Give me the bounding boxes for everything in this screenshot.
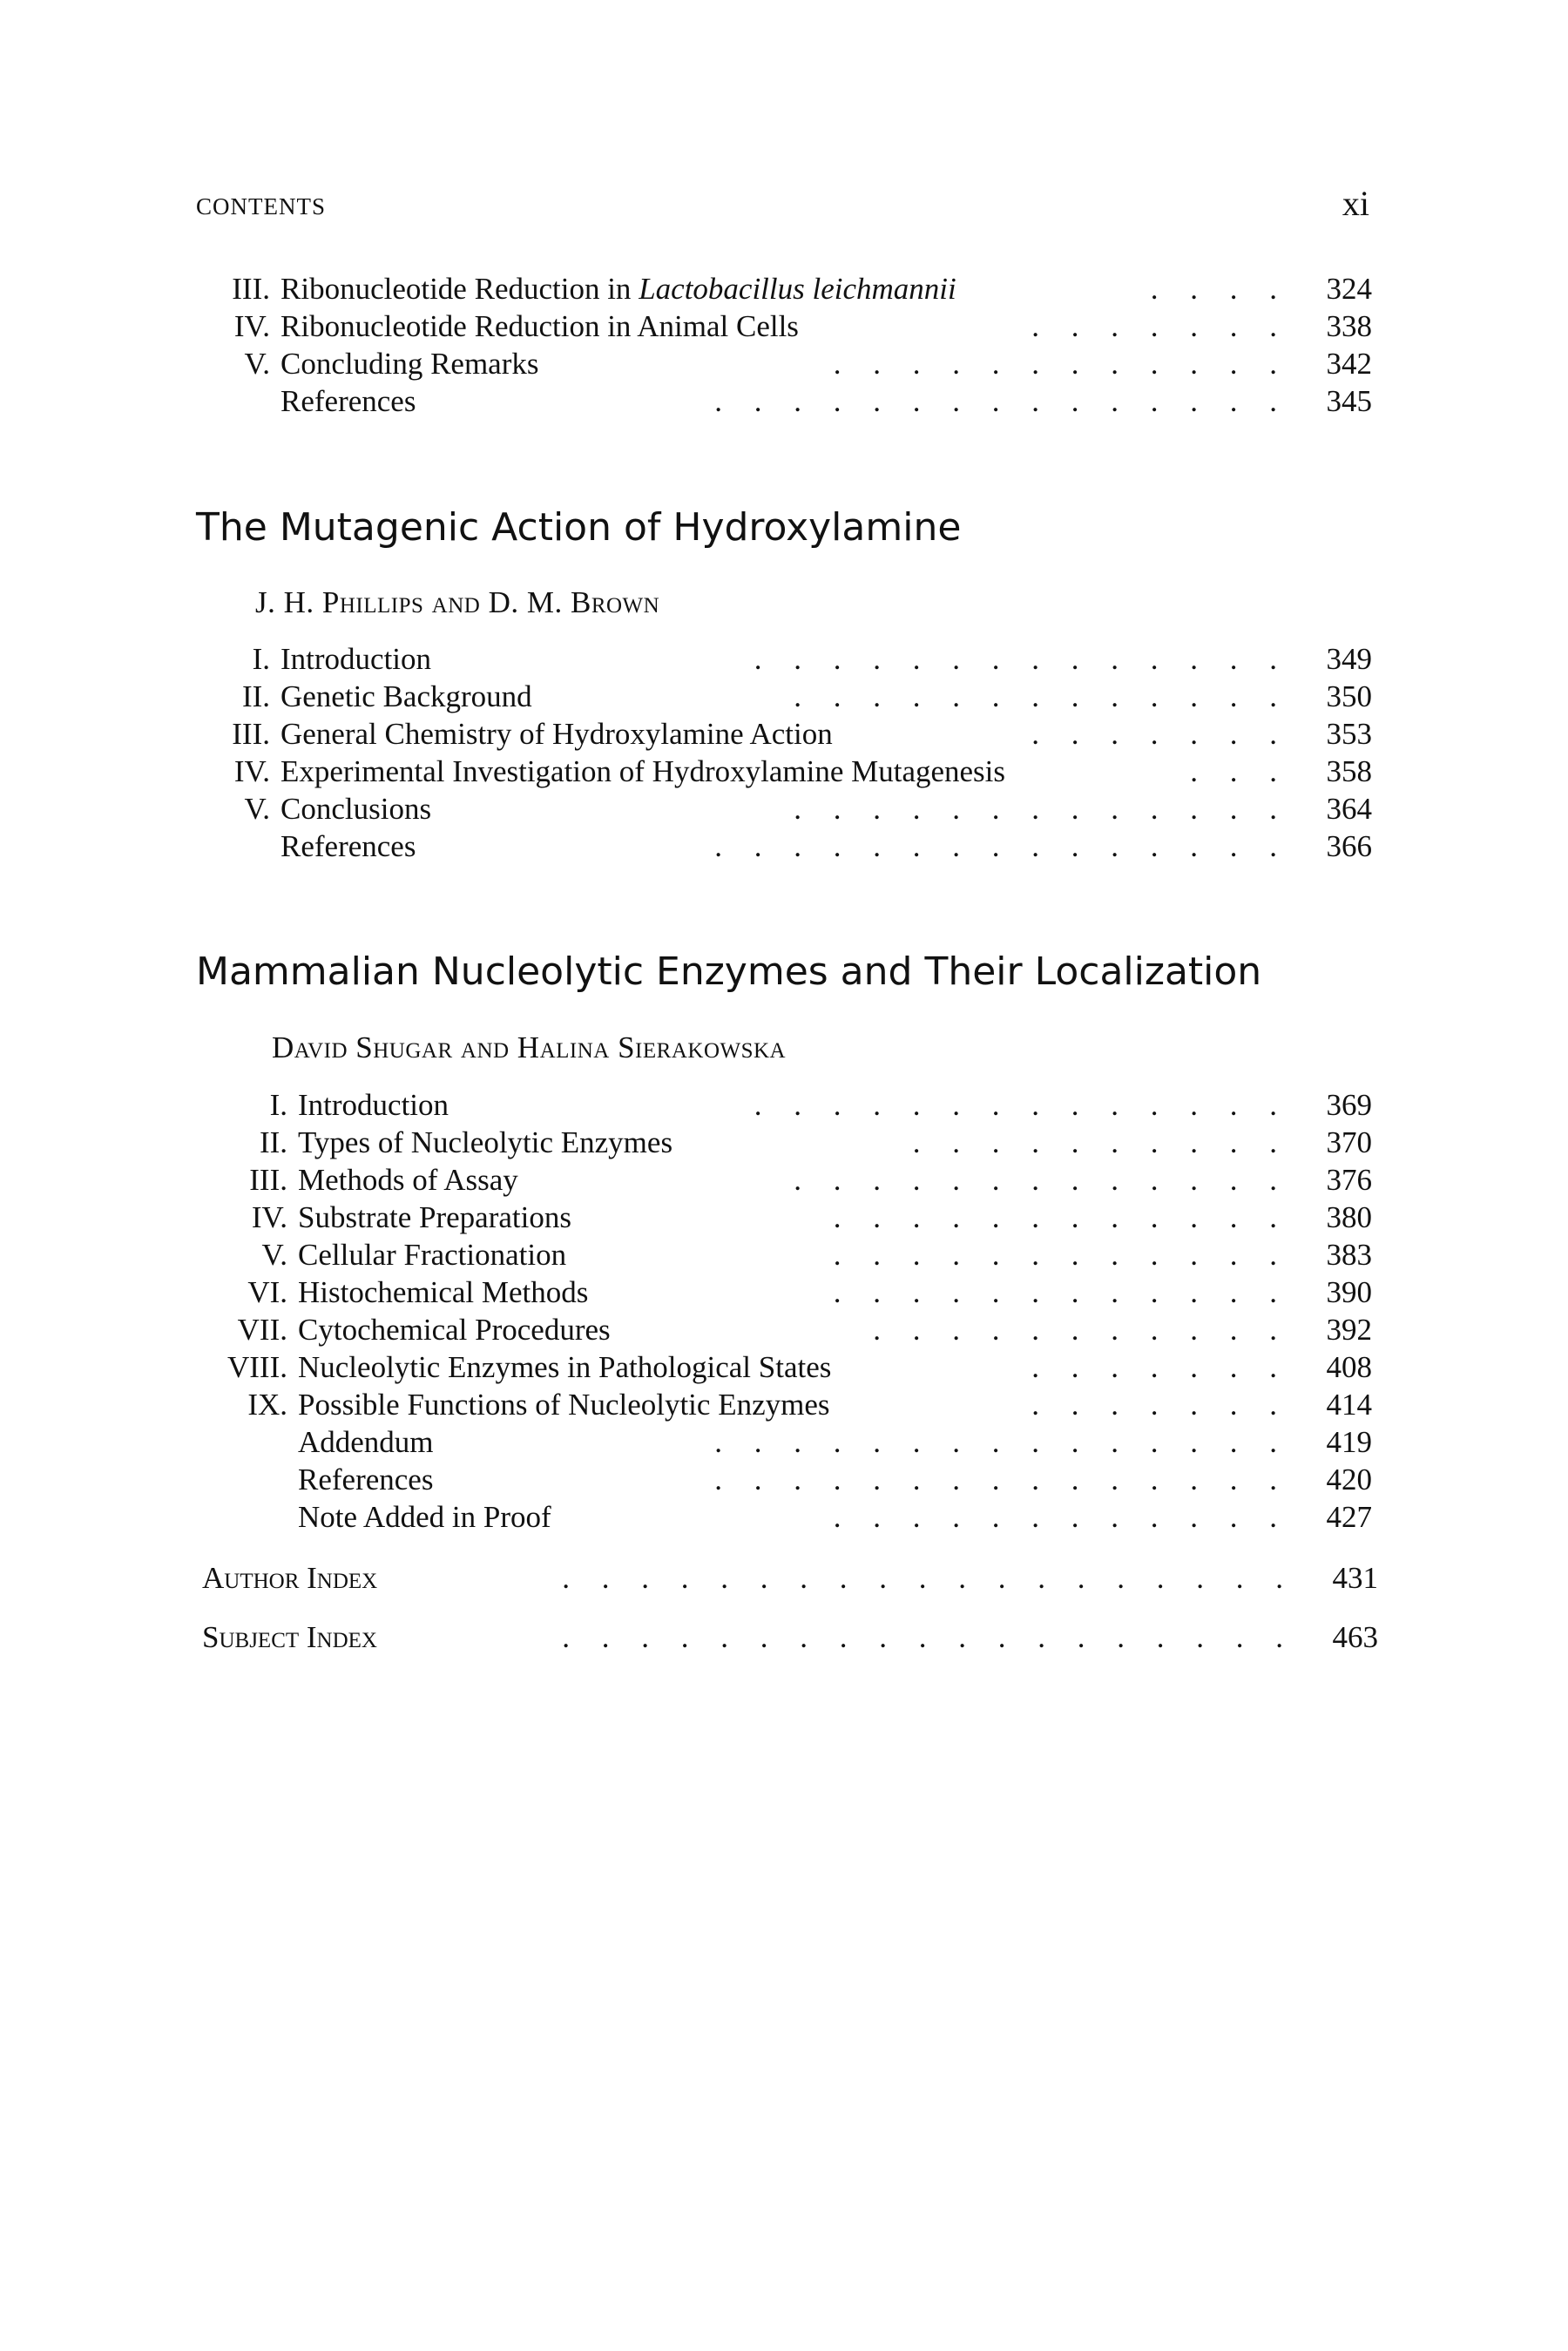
chapter-title[interactable]: Mammalian Nucleolytic Enzymes and Their Localization bbox=[196, 949, 1262, 994]
toc-entry-title-text: Introduction bbox=[298, 1088, 449, 1122]
toc-entry-title-text: Nucleolytic Enzymes in Pathological States bbox=[298, 1350, 832, 1384]
toc-entry-number: IV. bbox=[251, 1200, 287, 1234]
toc-leader-dots: . . . bbox=[1190, 754, 1289, 788]
toc-leader-dots: . . . . . . . . . . . . . . . bbox=[714, 829, 1289, 863]
toc-entry-title-text: References bbox=[280, 829, 416, 863]
toc-entry[interactable] bbox=[196, 1273, 1372, 1311]
toc-entry-page: 427 bbox=[1326, 1500, 1372, 1534]
toc-entry-title-text: Ribonucleotide Reduction in Animal Cells bbox=[280, 309, 799, 343]
toc-entry-title-text: General Chemistry of Hydroxylamine Action bbox=[280, 717, 833, 751]
toc-entry-title bbox=[280, 790, 431, 828]
toc-entry-number: II. bbox=[259, 1125, 287, 1159]
toc-entry-number: V. bbox=[261, 1238, 287, 1272]
toc-entry[interactable] bbox=[196, 1124, 1372, 1161]
toc-entry[interactable] bbox=[196, 1236, 1372, 1273]
toc-entry-title bbox=[280, 678, 532, 715]
toc-entry-title bbox=[298, 1124, 672, 1161]
toc-entry-page: 345 bbox=[1326, 384, 1372, 418]
toc-entry[interactable] bbox=[196, 345, 1372, 382]
toc-entry-number: VI. bbox=[247, 1275, 287, 1309]
toc-entry-page: 376 bbox=[1326, 1163, 1372, 1197]
toc-entry-title bbox=[280, 345, 539, 382]
toc-entry-page: 338 bbox=[1326, 309, 1372, 343]
toc-entry-title-text: Histochemical Methods bbox=[298, 1275, 589, 1309]
toc-entry-number: II. bbox=[241, 679, 270, 713]
toc-entry-title bbox=[298, 1348, 831, 1386]
toc-entry-page: 364 bbox=[1326, 792, 1372, 826]
toc-entry[interactable] bbox=[196, 1423, 1372, 1461]
toc-leader-dots: . . . . . . . . . . . . . . . bbox=[714, 384, 1289, 418]
toc-entry[interactable] bbox=[196, 1461, 1372, 1498]
toc-entry[interactable] bbox=[196, 1086, 1372, 1124]
toc-entry-title-text: Introduction bbox=[280, 642, 432, 676]
toc-entry-number: III. bbox=[232, 717, 270, 751]
toc-entry[interactable] bbox=[196, 270, 1372, 307]
toc-entry-title-text: Possible Functions of Nucleolytic Enzymes bbox=[298, 1388, 830, 1422]
toc-entry-title-text: Types of Nucleolytic Enzymes bbox=[298, 1125, 673, 1159]
toc-entry[interactable] bbox=[196, 1348, 1372, 1386]
toc-leader-dots: . . . . . . . . . . . . . bbox=[794, 679, 1289, 713]
toc-entry-title-text: Genetic Background bbox=[280, 679, 532, 713]
toc-leader-dots: . . . . . . . bbox=[1031, 1388, 1289, 1422]
toc-entry-title bbox=[298, 1498, 551, 1536]
toc-entry-number: III. bbox=[232, 272, 270, 306]
toc-leader-dots: . . . . . . . . . . . . bbox=[833, 1500, 1289, 1534]
toc-entry-title-text: References bbox=[298, 1463, 434, 1496]
toc-entry[interactable] bbox=[196, 382, 1372, 420]
toc-entry-number: IV. bbox=[233, 309, 270, 343]
toc-entry-title bbox=[280, 307, 799, 345]
toc-entry-page: 349 bbox=[1326, 642, 1372, 676]
toc-entry[interactable] bbox=[196, 1498, 1372, 1536]
toc-entry-title-text: Methods of Assay bbox=[298, 1163, 518, 1197]
toc-leader-dots: . . . . bbox=[1150, 272, 1289, 306]
toc-entry-page: 463 bbox=[1332, 1620, 1378, 1654]
toc-entry-number: V. bbox=[244, 792, 270, 826]
toc-entry-title bbox=[298, 1273, 588, 1311]
toc-entry-title bbox=[280, 270, 956, 307]
running-head-title: CONTENTS bbox=[196, 193, 326, 220]
toc-entry-page: 380 bbox=[1326, 1200, 1372, 1234]
toc-index-entry[interactable] bbox=[202, 1559, 1378, 1597]
toc-entry-page: 419 bbox=[1326, 1425, 1372, 1459]
toc-entry-page: 392 bbox=[1326, 1313, 1372, 1347]
toc-entry-title bbox=[298, 1311, 611, 1348]
toc-index-entry[interactable] bbox=[202, 1618, 1378, 1656]
toc-entry[interactable] bbox=[196, 1161, 1372, 1199]
toc-entry-page: 353 bbox=[1326, 717, 1372, 751]
toc-entry-title bbox=[298, 1423, 434, 1461]
toc-leader-dots: . . . . . . . bbox=[1031, 1350, 1289, 1384]
toc-entry-title-text: Addendum bbox=[298, 1425, 434, 1459]
toc-leader-dots: . . . . . . . bbox=[1031, 309, 1289, 343]
toc-entry-title bbox=[298, 1461, 433, 1498]
toc-entry-title-text: Note Added in Proof bbox=[298, 1500, 551, 1534]
toc-entry-number: VIII. bbox=[227, 1350, 287, 1384]
toc-leader-dots: . . . . . . . . . . . . bbox=[833, 347, 1289, 381]
toc-entry-title-text: Cytochemical Procedures bbox=[298, 1313, 611, 1347]
toc-leader-dots: . . . . . . . . . . . . . . . bbox=[714, 1463, 1289, 1496]
toc-entry-title-italic: Lactobacillus leichmannii bbox=[639, 272, 956, 306]
toc-entry-page: 390 bbox=[1326, 1275, 1372, 1309]
toc-leader-dots: . . . . . . . bbox=[1031, 717, 1289, 751]
toc-entry-page: 369 bbox=[1326, 1088, 1372, 1122]
toc-entry-page: 324 bbox=[1326, 272, 1372, 306]
toc-entry-title bbox=[298, 1161, 518, 1199]
toc-entry-page: 342 bbox=[1326, 347, 1372, 381]
chapter-authors: J. H. Phillips and D. M. Brown bbox=[255, 585, 660, 619]
toc-leader-dots: . . . . . . . . . . . . . . . . . . . bbox=[562, 1561, 1295, 1595]
toc-entry-title bbox=[280, 828, 416, 865]
toc-entry-number: V. bbox=[244, 347, 270, 381]
toc-leader-dots: . . . . . . . . . . bbox=[912, 1125, 1289, 1159]
toc-entry-title bbox=[298, 1086, 449, 1124]
toc-entry[interactable] bbox=[196, 1311, 1372, 1348]
toc-entry-number: III. bbox=[249, 1163, 287, 1197]
toc-entry-title bbox=[280, 715, 833, 753]
toc-leader-dots: . . . . . . . . . . . . . . bbox=[754, 1088, 1289, 1122]
toc-entry-number: VII. bbox=[237, 1313, 287, 1347]
toc-leader-dots: . . . . . . . . . . . bbox=[873, 1313, 1289, 1347]
toc-leader-dots: . . . . . . . . . . . . . . . . . . . bbox=[562, 1620, 1295, 1654]
toc-entry[interactable] bbox=[196, 1199, 1372, 1236]
toc-entry-title bbox=[280, 382, 416, 420]
toc-entry-title-text: Experimental Investigation of Hydroxylamine Mutagenesis bbox=[280, 754, 1006, 788]
toc-entry-number: I. bbox=[269, 1088, 287, 1122]
toc-entry[interactable] bbox=[196, 753, 1372, 790]
toc-entry[interactable] bbox=[196, 828, 1372, 865]
toc-entry[interactable] bbox=[196, 790, 1372, 828]
toc-entry-page: 366 bbox=[1326, 829, 1372, 863]
toc-entry-title: Author Index bbox=[202, 1561, 378, 1595]
toc-entry-page: 408 bbox=[1326, 1350, 1372, 1384]
toc-entry-title bbox=[298, 1386, 829, 1423]
toc-entry-page: 414 bbox=[1326, 1388, 1372, 1422]
toc-entry-page: 420 bbox=[1326, 1463, 1372, 1496]
toc-entry-title-text: Substrate Preparations bbox=[298, 1200, 571, 1234]
toc-leader-dots: . . . . . . . . . . . . . bbox=[794, 792, 1289, 826]
running-head bbox=[196, 183, 1369, 226]
toc-entry-title bbox=[298, 1199, 571, 1236]
toc-entry-number: I. bbox=[252, 642, 270, 676]
toc-leader-dots: . . . . . . . . . . . . bbox=[833, 1275, 1289, 1309]
toc-entry[interactable] bbox=[196, 307, 1372, 345]
toc-leader-dots: . . . . . . . . . . . . bbox=[833, 1238, 1289, 1272]
toc-entry-title: Subject Index bbox=[202, 1620, 377, 1654]
toc-entry[interactable] bbox=[196, 715, 1372, 753]
toc-entry-title-text: Conclusions bbox=[280, 792, 432, 826]
toc-entry-title-text: References bbox=[280, 384, 416, 418]
toc-entry-page: 358 bbox=[1326, 754, 1372, 788]
chapter-authors: David Shugar and Halina Sierakowska bbox=[272, 1030, 787, 1064]
toc-entry-page: 431 bbox=[1332, 1561, 1378, 1595]
page-number: xi bbox=[1342, 184, 1369, 223]
toc-leader-dots: . . . . . . . . . . . . . . bbox=[754, 642, 1289, 676]
toc-leader-dots: . . . . . . . . . . . . . bbox=[794, 1163, 1289, 1197]
chapter-title[interactable]: The Mutagenic Action of Hydroxylamine bbox=[196, 505, 962, 550]
toc-entry-title bbox=[280, 753, 1005, 790]
toc-entry-title-text: Ribonucleotide Reduction in bbox=[280, 272, 639, 306]
toc-entry-page: 370 bbox=[1326, 1125, 1372, 1159]
toc-entry-title bbox=[298, 1236, 566, 1273]
toc-entry-number: IX. bbox=[247, 1388, 287, 1422]
toc-entry[interactable] bbox=[196, 1386, 1372, 1423]
toc-entry-page: 350 bbox=[1326, 679, 1372, 713]
toc-entry-title-text: Concluding Remarks bbox=[280, 347, 539, 381]
toc-leader-dots: . . . . . . . . . . . . bbox=[833, 1200, 1289, 1234]
toc-entry[interactable] bbox=[196, 678, 1372, 715]
toc-entry[interactable] bbox=[196, 640, 1372, 678]
toc-entry-page: 383 bbox=[1326, 1238, 1372, 1272]
toc-leader-dots: . . . . . . . . . . . . . . . bbox=[714, 1425, 1289, 1459]
toc-entry-title-text: Cellular Fractionation bbox=[298, 1238, 567, 1272]
toc-entry-title bbox=[280, 640, 431, 678]
toc-entry-number: IV. bbox=[233, 754, 270, 788]
